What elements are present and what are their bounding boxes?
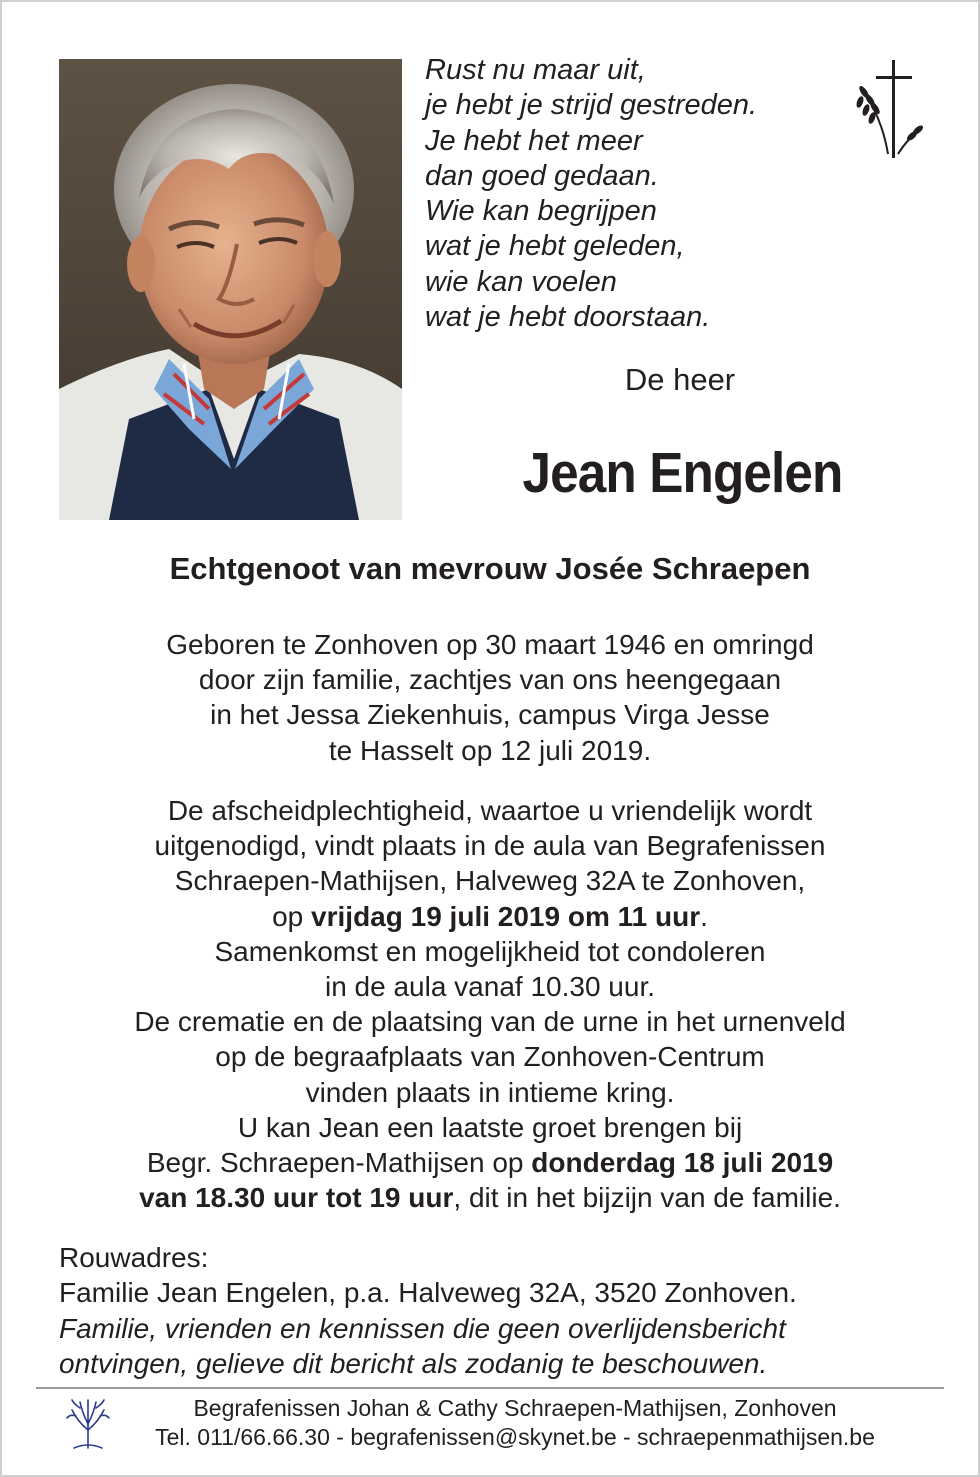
poem-line: Wie kan begrijpen (425, 195, 657, 228)
birth-line: te Hasselt op 12 juli 2019. (328, 734, 652, 766)
address-line: Familie Jean Engelen, p.a. Halveweg 32A, 3520 Zonhoven. (59, 1277, 797, 1309)
visitation-time: van 18.30 uur tot 19 uur (139, 1182, 454, 1214)
address-note: ontvingen, gelieve dit bericht als zodanig te beschouwen. (59, 1347, 768, 1379)
poem-line: wat je hebt doorstaan. (425, 301, 711, 334)
poem-line: Je hebt het meer (425, 124, 643, 157)
ceremony-text: Begr. Schraepen-Mathijsen op (146, 1147, 532, 1179)
portrait-illustration (59, 59, 402, 520)
ceremony-line: Schraepen-Mathijsen, Halveweg 32A te Zonhoven, (174, 865, 806, 897)
deceased-name: Jean Engelen (522, 441, 843, 505)
ceremony-line: op de begraafplaats van Zonhoven-Centrum (215, 1041, 765, 1073)
ceremony-line: in de aula vanaf 10.30 uur. (324, 971, 656, 1003)
divider (36, 1387, 944, 1389)
portrait-photo (59, 59, 402, 520)
birth-line: in het Jessa Ziekenhuis, campus Virga Jesse (210, 699, 770, 731)
funeral-home-footer (120, 1394, 910, 1452)
poem-line: wie kan voelen (425, 265, 617, 298)
birth-line: Geboren te Zonhoven op 30 maart 1946 en omringd (166, 629, 814, 660)
poem-line: Rust nu maar uit, (425, 54, 646, 86)
poem-line: je hebt je strijd gestreden. (425, 89, 758, 122)
birth-line: door zijn familie, zachtjes van ons heengegaan (198, 664, 782, 696)
ceremony-paragraph (40, 793, 940, 1215)
birth-paragraph (40, 627, 940, 768)
spouse-line: Echtgenoot van mevrouw Josée Schraepen (169, 551, 811, 586)
ceremony-line: uitgenodigd, vindt plaats in de aula van Begrafenissen (154, 830, 826, 862)
footer-line: Begrafenissen Johan & Cathy Schraepen-Mathijsen, Zonhoven (193, 1395, 837, 1421)
honorific: De heer (624, 362, 736, 397)
poem (425, 53, 845, 335)
ceremony-line: Samenkomst en mogelijkheid tot condoleren (214, 935, 766, 967)
ceremony-line (40, 1145, 940, 1180)
ceremony-line: De afscheidplechtigheid, waartoe u vriendelijk wordt (167, 795, 813, 826)
ceremony-line: De crematie en de plaatsing van de urne in het urnenveld (134, 1006, 846, 1038)
ceremony-line (40, 1180, 940, 1215)
mourning-address (59, 1240, 939, 1381)
ceremony-line: U kan Jean een laatste groet brengen bij (237, 1111, 743, 1143)
ceremony-line (40, 899, 940, 934)
cross-with-wheat-icon (852, 58, 932, 162)
ceremony-date: vrijdag 19 juli 2019 om 11 uur (311, 900, 701, 932)
address-note: Familie, vrienden en kennissen die geen overlijdensbericht (59, 1312, 786, 1344)
footer-contact: Tel. 011/66.66.30 - begrafenissen@skynet.be - schraepenmathijsen.be (155, 1424, 875, 1450)
ceremony-text: , dit in het bijzijn van de familie. (453, 1182, 841, 1214)
ceremony-text: . (700, 900, 708, 932)
tree-logo-icon (64, 1396, 112, 1450)
address-label: Rouwadres: (59, 1242, 209, 1273)
visitation-date: donderdag 18 juli 2019 (531, 1147, 834, 1179)
ceremony-line: vinden plaats in intieme kring. (305, 1076, 675, 1108)
poem-line: wat je hebt geleden, (425, 230, 685, 263)
poem-line: dan goed gedaan. (425, 159, 659, 192)
ceremony-text: op (272, 900, 312, 932)
